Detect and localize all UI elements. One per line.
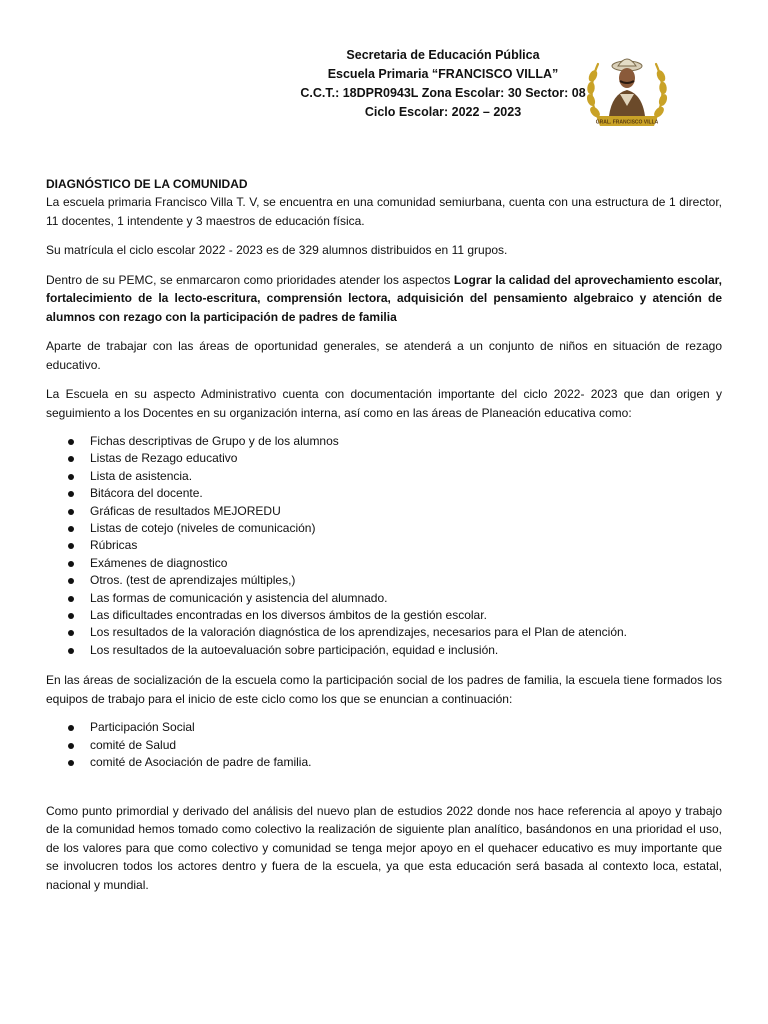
section-title: DIAGNÓSTICO DE LA COMUNIDAD <box>46 177 248 191</box>
paragraph-rezago: Aparte de trabajar con las áreas de oportunidad generales, se atenderá a un conjunto de niños en situación de rezago educativo. <box>46 339 722 372</box>
committees-list <box>46 719 722 771</box>
bullet-icon <box>68 596 74 602</box>
bullet-icon <box>68 456 74 462</box>
pemc-lead-text: Dentro de su PEMC, se enmarcaron como prioridades atender los aspectos <box>46 272 454 287</box>
bullet-icon <box>68 613 74 619</box>
bullet-icon <box>68 474 74 480</box>
list-item: Otros. (test de aprendizajes múltiples,) <box>46 572 722 589</box>
bullet-icon <box>68 526 74 532</box>
document-header <box>268 46 618 122</box>
list-item: comité de Salud <box>46 737 722 754</box>
list-item: Exámenes de diagnostico <box>46 555 722 572</box>
pemc-priorities: Lograr la calidad del aprovechamiento escolar, fortalecimiento de la lecto-escritura, comprensión lectora, adquisición del pensamiento algebraico y atención de alumnos con rezago con la participación de padres de familia <box>46 272 722 324</box>
bullet-icon <box>68 648 74 654</box>
header-cct: C.C.T.: 18DPR0943L Zona Escolar: 30 Sector: 08 <box>300 86 586 100</box>
bullet-icon <box>68 725 74 731</box>
list-item: Rúbricas <box>46 537 722 554</box>
header-school-year: Ciclo Escolar: 2022 – 2023 <box>364 105 522 119</box>
bullet-icon <box>68 543 74 549</box>
spacer <box>46 784 722 802</box>
header-school-name: Escuela Primaria “FRANCISCO VILLA” <box>327 67 559 81</box>
list-item: Bitácora del docente. <box>46 485 722 502</box>
bullet-icon <box>68 509 74 515</box>
list-item: Los resultados de la autoevaluación sobre participación, equidad e inclusión. <box>46 642 722 659</box>
school-logo <box>582 50 672 134</box>
paragraph-administrative: La Escuela en su aspecto Administrativo cuenta con documentación importante del ciclo 2022- 2023 que dan origen y seguimiento a los Docentes en su organización interna, así como en las áreas de Planeación educativa como: <box>46 387 722 420</box>
list-item: Fichas descriptivas de Grupo y de los alumnos <box>46 433 722 450</box>
paragraph-pemc <box>46 271 722 327</box>
list-item: Listas de cotejo (niveles de comunicación) <box>46 520 722 537</box>
document-body <box>46 175 722 905</box>
documentation-list <box>46 433 722 659</box>
bullet-icon <box>68 760 74 766</box>
list-item: Gráficas de resultados MEJOREDU <box>46 503 722 520</box>
bullet-icon <box>68 630 74 636</box>
header-secretaria: Secretaria de Educación Pública <box>346 48 540 62</box>
list-item: Los resultados de la valoración diagnóstica de los aprendizajes, necesarios para el Plan de atención. <box>46 624 722 641</box>
logo-ribbon-text: GRAL. FRANCISCO VILLA <box>595 119 659 126</box>
list-item: Participación Social <box>46 719 722 736</box>
paragraph-analytic-plan: Como punto primordial y derivado del análisis del nuevo plan de estudios 2022 donde nos hace referencia al apoyo y trabajo de la comunidad hemos tomado como colectivo la realización de siguiente plan analítico, basándonos en una prioridad el uso, de los valores para que como colectivo y comunidad se tenga mejor apoyo en el quehacer educativo es muy importante que se involucren todos los actores dentro y fuera de la escuela, ya que esta educación será basada al contexto loca, estatal, nacional y mundial. <box>46 803 722 892</box>
list-item: comité de Asociación de padre de familia. <box>46 754 722 771</box>
portrait-icon <box>609 59 645 116</box>
bullet-icon <box>68 561 74 567</box>
bullet-icon <box>68 491 74 497</box>
list-item: Las formas de comunicación y asistencia del alumnado. <box>46 590 722 607</box>
paragraph-community: La escuela primaria Francisco Villa T. V, se encuentra en una comunidad semiurbana, cuenta con una estructura de 1 director, 11 docentes, 1 intendente y 3 maestros de educación física. <box>46 195 722 228</box>
bullet-icon <box>68 439 74 445</box>
paragraph-socialization: En las áreas de socialización de la escuela como la participación social de los padres de familia, la escuela tiene formados los equipos de trabajo para el inicio de este ciclo como los que se enuncian a continuación: <box>46 673 722 706</box>
list-item: Lista de asistencia. <box>46 468 722 485</box>
list-item: Listas de Rezago educativo <box>46 450 722 467</box>
list-item: Las dificultades encontradas en los diversos ámbitos de la gestión escolar. <box>46 607 722 624</box>
bullet-icon <box>68 743 74 749</box>
bullet-icon <box>68 578 74 584</box>
paragraph-enrollment: Su matrícula el ciclo escolar 2022 - 2023 es de 329 alumnos distribuidos en 11 grupos. <box>46 243 508 257</box>
